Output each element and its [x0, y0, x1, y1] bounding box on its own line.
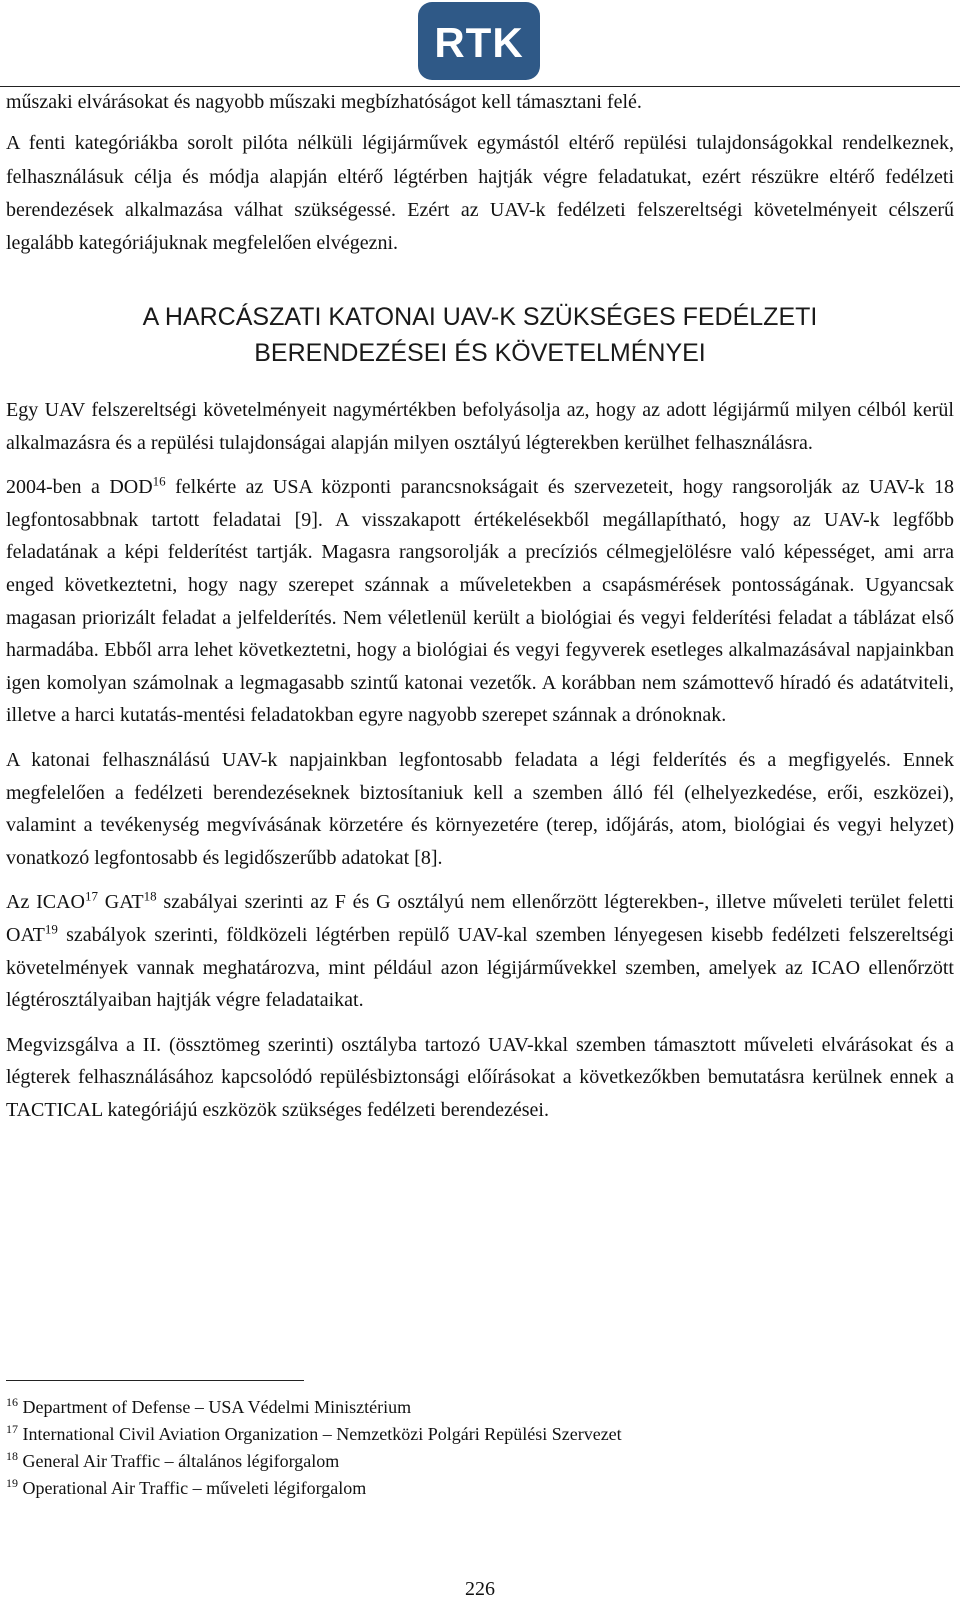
- page-number: 226: [465, 1578, 495, 1600]
- footnote-ref-18: 18: [143, 888, 157, 904]
- intro-line: műszaki elvárásokat és nagyobb műszaki megbízhatóságot kell támasztani felé.: [6, 91, 642, 113]
- footnote-number: 16: [6, 1395, 18, 1409]
- paragraph-4: [6, 886, 954, 1016]
- footnote-ref-17: 17: [84, 888, 98, 904]
- paragraph-4-c: szabályai szerinti az F és G osztályú nem ellenőrzött légterekben-, illetve műveleti terület feletti OAT: [6, 891, 954, 946]
- footnote-17: [6, 1421, 946, 1448]
- paragraph-4-b: GAT: [97, 891, 144, 914]
- footnote-ref-16: 16: [152, 473, 166, 489]
- paragraph-4-a: Az ICAO: [6, 891, 85, 914]
- section-title: [0, 299, 960, 371]
- footnote-number: 18: [6, 1449, 18, 1463]
- footnote-ref-19: 19: [44, 921, 58, 937]
- footnote-text: Operational Air Traffic – műveleti légiforgalom: [22, 1478, 367, 1498]
- rtk-logo: [418, 2, 540, 80]
- logo-text: RTK: [434, 19, 524, 66]
- paragraph-2-rest: felkérte az USA központi parancsnokságait és szervezeteit, hogy rangsorolják az UAV-k 18 legfontosabbnak tartott feladatai [9]. A visszakapott értékelésekből megállapítható, hogy az UAV-k legfőbb feladatának a képi felderítést tartják. Magasra rangsorolják a precíziós célmegjelölésre való képességet, ami arra enged következtetni, hogy nagy szerepet szánnak a műveletekben a csapásmérések pontosságának. Ugyancsak magasan priorizált feladat a jelfelderítés. Nem véletlenül került a biológiai és vegyi felderítési feladat a táblázat első harmadába. Ebből arra lehet következtetni, hogy a biológiai és vegyi fegyverek esetleges alkalmazásával napjainkban igen komolyan számolnak a legmagasabb szintű katonai vezetők. A korábban nem számottevő híradó és adatátviteli, illetve a harci kutatás-mentési feladatokban egyre nagyobb szerepet szánnak a drónoknak.: [6, 476, 954, 727]
- section-body: [6, 394, 954, 1126]
- section-title-line2: BERENDEZÉSEI ÉS KÖVETELMÉNYEI: [254, 339, 706, 367]
- footnote-text: General Air Traffic – általános légiforgalom: [22, 1451, 340, 1471]
- paragraph-3: A katonai felhasználású UAV-k napjainkban legfontosabb feladata a légi felderítés és a megfigyelés. Ennek megfelelően a fedélzeti berendezéseknek biztosítaniuk kell a szemben álló fél (elhelyezkedése, erői, eszközei), valamint a tevékenység megvívásának körzetére és környezetére (terep, időjárás, atom, biológiai és vegyi helyzet) vonatkozó legfontosabb és legidőszerűbb adatokat [8].: [6, 748, 954, 869]
- paragraph-2-start: 2004-ben a DOD: [6, 476, 153, 499]
- section-title-line1: A HARCÁSZATI KATONAI UAV-K SZÜKSÉGES FEDÉLZETI: [142, 303, 818, 331]
- paragraph-4-d: szabályok szerinti, földközeli légtérben repülő UAV-kal szemben lényegesen kisebb fedélzeti felszereltségi követelmények vannak meghatározva, mint például azon légijárművekkel szemben, amelyek az ICAO ellenőrzött légtérosztályaiban hajtják végre feladataikat.: [6, 923, 954, 1012]
- intro-paragraph: A fenti kategóriákba sorolt pilóta nélküli légijárművek egymástól eltérő repülési tulajdonságokkal rendelkeznek, felhasználásuk célja és módja alapján eltérő légtérben hajtják végre feladatukat, ezért részükre eltérő fedélzeti berendezések alkalmazása válhat szükségessé. Ezért az UAV-k fedélzeti felszereltségi követelményeit célszerű legalább kategóriájuknak megfelelően elvégezni.: [6, 132, 954, 255]
- footnotes: [6, 1394, 946, 1502]
- footnote-text: Department of Defense – USA Védelmi Minisztérium: [22, 1397, 412, 1417]
- footnote-number: 17: [6, 1422, 18, 1436]
- footnote-number: 19: [6, 1476, 18, 1490]
- paragraph-5: Megvizsgálva a II. (össztömeg szerinti) osztályba tartozó UAV-kkal szemben támasztott műveleti elvárásokat és a légterek felhasználásához kapcsolódó repülésbiztonsági előírásokat a következőkben bemutatásra kerülnek ennek a TACTICAL kategóriájú eszközök szükséges fedélzeti berendezései.: [6, 1033, 954, 1121]
- footnote-16: [6, 1394, 946, 1421]
- footnote-text: International Civil Aviation Organization – Nemzetközi Polgári Repülési Szervezet: [22, 1424, 622, 1444]
- intro-text: [6, 86, 954, 260]
- paragraph-1: Egy UAV felszereltségi követelményeit nagymértékben befolyásolja az, hogy az adott légijármű milyen célból kerül alkalmazásra és a repülési tulajdonságai alapján milyen osztályú légterekben kerülhet felhasználásra.: [6, 399, 954, 454]
- footnote-divider: [6, 1380, 304, 1381]
- footnote-19: [6, 1475, 946, 1502]
- footnote-18: [6, 1448, 946, 1475]
- paragraph-2: [6, 471, 954, 732]
